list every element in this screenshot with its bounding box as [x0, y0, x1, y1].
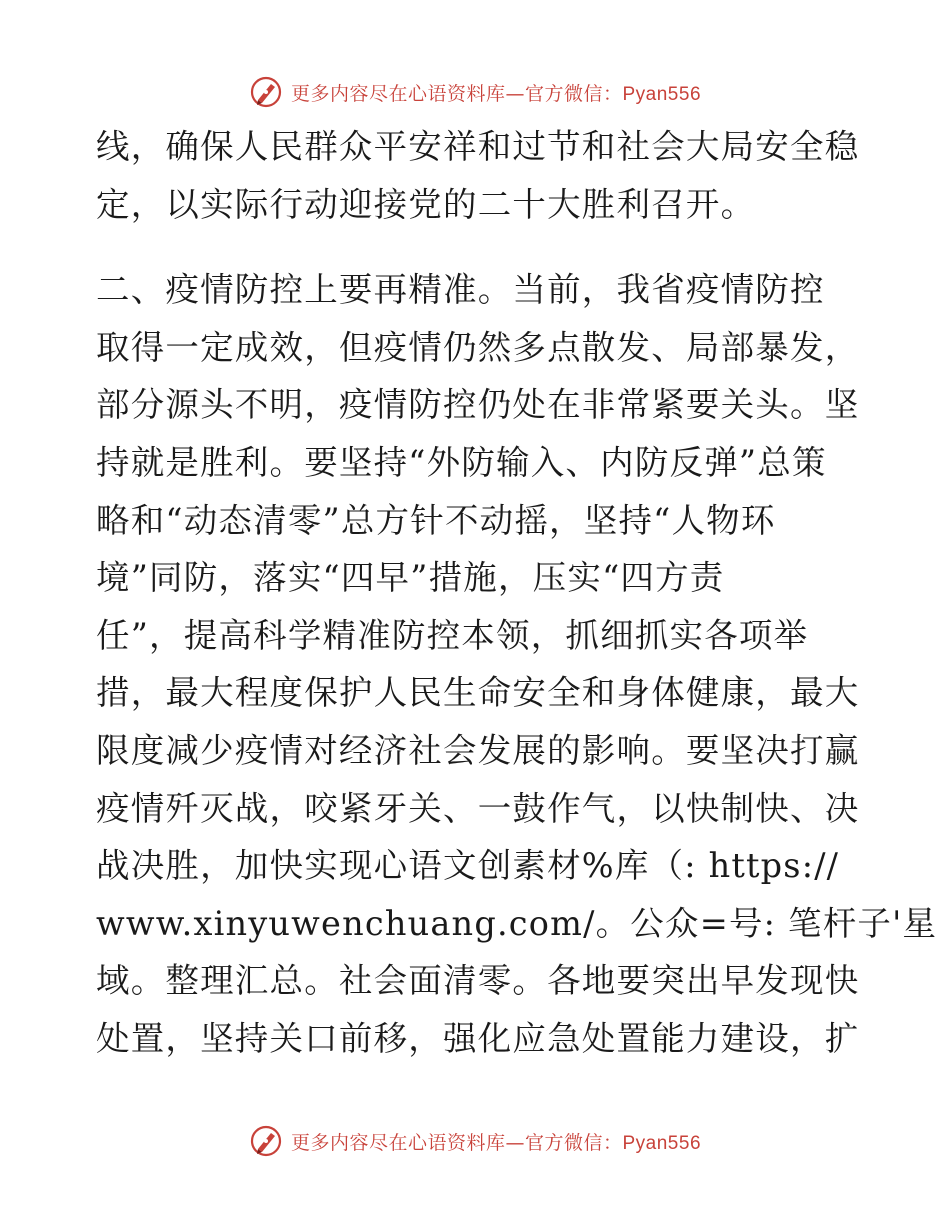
document-body [96, 118, 938, 1068]
text-line: 持就是胜利。要坚持“外防输入、内防反弹”总策 [96, 442, 827, 482]
text-line: 措，最大程度保护人民生命安全和身体健康，最大 [96, 673, 860, 713]
header-wechat-label: 官方微信： [524, 82, 623, 105]
text-line: 境”同防，落实“四早”措施，压实“四方责 [96, 558, 725, 598]
paragraph-1 [96, 118, 860, 233]
paragraph-2 [96, 261, 938, 1067]
text-line: 取得一定成效，但疫情仍然多点散发、局部暴发， [96, 327, 860, 367]
footer-brand: 更多内容尽在心语资料库 [290, 1131, 506, 1154]
text-line: 处置，坚持关口前移，强化应急处置能力建设，扩 [96, 1018, 860, 1058]
footer-wechat-id: Pyan556 [622, 1132, 702, 1154]
text-line: 域。整理汇总。社会面清零。各地要突出早发现快 [96, 961, 860, 1001]
text-line: 二、疫情防控上要再精准。当前，我省疫情防控 [96, 270, 825, 310]
footer-wechat-label: 官方微信： [524, 1131, 623, 1154]
footer-watermark-text [291, 1128, 701, 1155]
pen-logo-icon [249, 75, 283, 109]
footer-watermark [0, 1121, 950, 1161]
text-line: 线，确保人民群众平安祥和过节和社会大局安全稳 [96, 127, 860, 166]
pen-logo-icon [249, 1124, 283, 1158]
text-line: 部分源头不明，疫情防控仍处在非常紧要关头。坚 [96, 385, 860, 425]
text-line: 略和“动态清零”总方针不动摇，坚持“人物环 [96, 500, 776, 540]
text-line: www.xinyuwenchuang.com/。公众=号: 笔杆子'星 [96, 903, 938, 943]
header-brand: 更多内容尽在心语资料库 [290, 82, 506, 105]
text-line: 疫情歼灭战，咬紧牙关、一鼓作气，以快制快、决 [96, 788, 860, 828]
footer-separator: — [505, 1131, 525, 1154]
text-line: 任”，提高科学精准防控本领，抓细抓实各项举 [96, 615, 809, 655]
paragraph-gap [96, 233, 856, 261]
header-separator: — [505, 82, 525, 105]
header-wechat-id: Pyan556 [622, 83, 702, 105]
text-line: 定，以实际行动迎接党的二十大胜利召开。 [96, 184, 756, 224]
header-watermark [0, 72, 950, 112]
text-line: 限度减少疫情对经济社会发展的影响。要坚决打赢 [96, 730, 860, 770]
text-line: 战决胜，加快实现心语文创素材%库（: https:// [96, 846, 840, 886]
header-watermark-text [291, 79, 701, 106]
